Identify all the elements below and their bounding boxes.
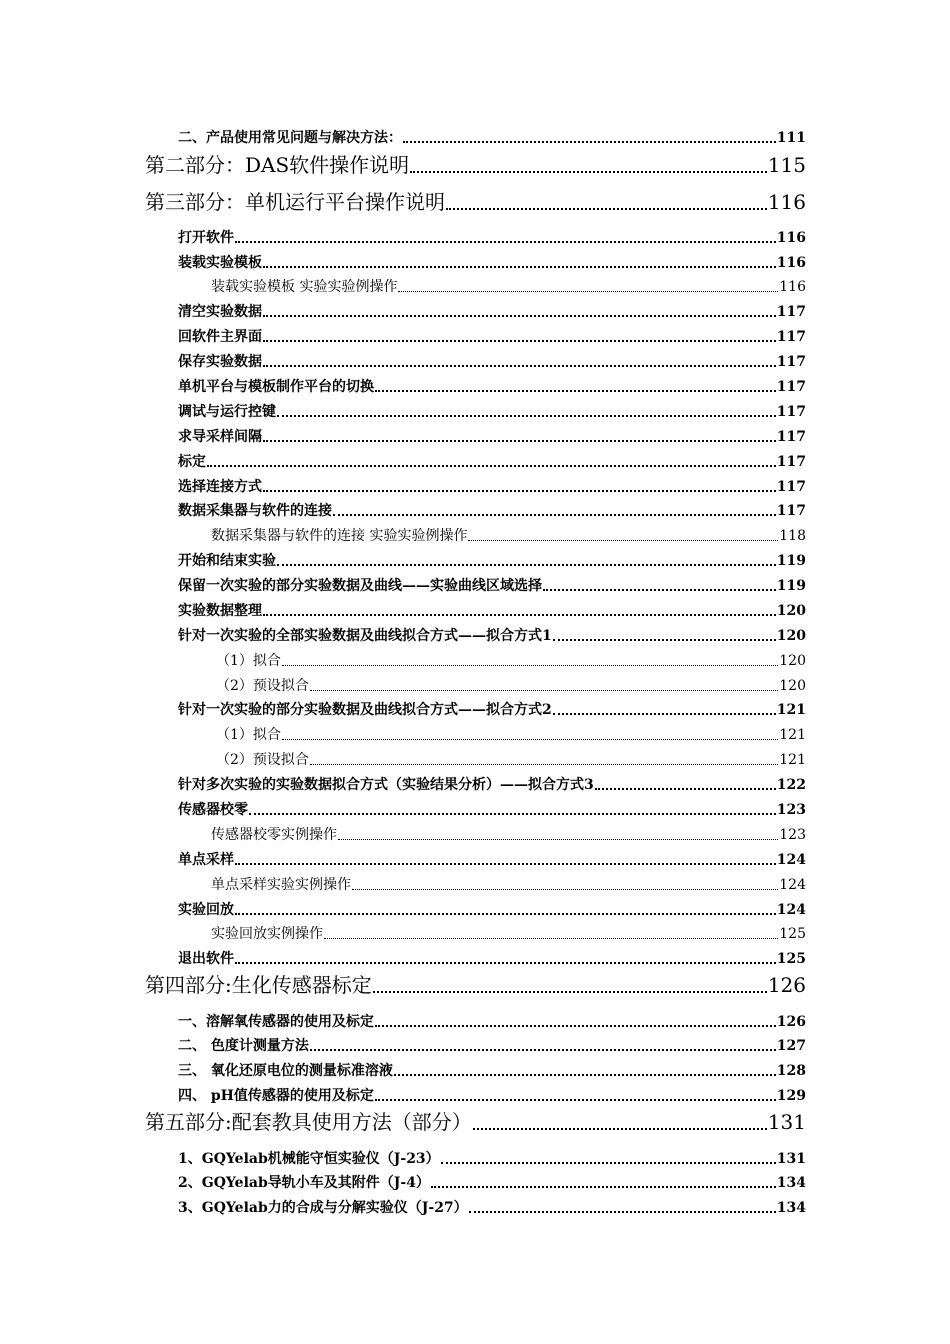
toc-entry-page: 117 [776, 479, 806, 495]
toc-leader [410, 171, 767, 173]
toc-entry-label: 第三部分：单机运行平台操作说明 [145, 190, 445, 214]
toc-entry[interactable] [178, 849, 806, 869]
toc-entry-label: 保留一次实验的部分实验数据及曲线——实验曲线区域选择 [178, 578, 542, 594]
toc-entry[interactable] [178, 1085, 806, 1105]
toc-entry-label: （1）拟合 [216, 727, 281, 743]
toc-entry-page: 117 [776, 354, 806, 370]
toc-entry-label: 单点采样实验实例操作 [211, 877, 351, 893]
toc-entry-label: 三、 氧化还原电位的测量标准溶液 [178, 1063, 393, 1079]
toc-entry[interactable] [178, 625, 806, 645]
toc-entry[interactable] [178, 799, 806, 819]
toc-entry-page: 117 [776, 404, 806, 420]
toc-entry-page: 131 [776, 1151, 806, 1167]
toc-entry[interactable] [178, 1060, 806, 1080]
toc-entry-page: 123 [779, 827, 806, 843]
toc-entry[interactable] [178, 451, 806, 471]
toc-leader [235, 962, 776, 964]
toc-entry-label: 开始和结束实验 [178, 553, 276, 569]
toc-entry-page: 124 [776, 852, 806, 868]
toc-entry-page: 119 [776, 553, 806, 569]
toc-entry-page: 118 [779, 528, 806, 544]
toc-entry[interactable] [178, 326, 806, 346]
toc-entry-page: 125 [779, 926, 806, 942]
toc-entry-page: 120 [776, 603, 806, 619]
toc-entry-page: 117 [776, 329, 806, 345]
toc-entry-page: 116 [779, 279, 806, 295]
toc-entry[interactable] [178, 1197, 806, 1217]
toc-leader [277, 415, 776, 417]
toc-entry-label: 标定 [178, 454, 206, 470]
toc-leader [263, 340, 776, 342]
toc-entry[interactable] [178, 227, 806, 247]
toc-leader [468, 540, 778, 541]
toc-entry-page: 121 [779, 727, 806, 743]
toc-entry[interactable] [178, 351, 806, 371]
toc-leader [469, 1211, 776, 1213]
toc-entry-label: 求导采样间隔 [178, 429, 262, 445]
toc-section-heading[interactable] [145, 1106, 806, 1135]
toc-entry[interactable] [178, 575, 806, 595]
toc-entry-label: 数据采集器与软件的连接 [178, 503, 332, 519]
toc-leader [375, 1025, 776, 1027]
toc-leader [375, 390, 776, 392]
toc-entry-label: （2）预设拟合 [216, 678, 309, 694]
toc-leader [352, 889, 778, 890]
toc-leader [263, 440, 776, 442]
toc-entry[interactable] [178, 699, 806, 719]
toc-leader [235, 863, 776, 865]
toc-entry-label: 针对多次实验的实验数据拟合方式（实验结果分析）——拟合方式3 [178, 777, 594, 793]
toc-entry-page: 134 [776, 1200, 806, 1216]
toc-subentry[interactable] [211, 874, 806, 894]
toc-entry-label: （1）拟合 [216, 653, 281, 669]
toc-entry-page: 116 [767, 190, 806, 214]
toc-entry-label: 四、 pH值传感器的使用及标定 [178, 1088, 374, 1104]
toc-entry-page: 117 [776, 429, 806, 445]
toc-entry[interactable] [178, 301, 806, 321]
toc-entry-page: 117 [776, 304, 806, 320]
toc-entry-page: 115 [767, 153, 806, 177]
toc-entry-label: 单点采样 [178, 852, 234, 868]
toc-subentry[interactable] [216, 650, 806, 670]
toc-entry-page: 123 [776, 802, 806, 818]
toc-leader [249, 813, 776, 815]
toc-entry-label: 针对一次实验的部分实验数据及曲线拟合方式——拟合方式2 [178, 702, 552, 718]
toc-entry-label: 2、GQYelab导轨小车及其附件（J-4） [178, 1175, 430, 1191]
toc-entry-label: 退出软件 [178, 951, 234, 967]
toc-leader [446, 208, 767, 210]
toc-entry-page: 116 [776, 255, 806, 271]
toc-entry-page: 117 [776, 503, 806, 519]
toc-entry-page: 124 [779, 877, 806, 893]
toc-leader [263, 614, 776, 616]
toc-entry-page: 128 [776, 1063, 806, 1079]
toc-leader [263, 490, 776, 492]
toc-entry-page: 111 [776, 130, 806, 146]
toc-entry-label: 装载实验模板 [178, 255, 262, 271]
toc-leader [441, 1162, 776, 1164]
toc-entry-page: 117 [776, 379, 806, 395]
toc-entry-label: 针对一次实验的全部实验数据及曲线拟合方式——拟合方式1 [178, 628, 552, 644]
toc-leader [338, 839, 778, 840]
toc-leader [263, 365, 776, 367]
toc-entry-label: 一、溶解氧传感器的使用及标定 [178, 1014, 374, 1030]
toc-entry-page: 129 [776, 1088, 806, 1104]
toc-entry-page: 116 [776, 230, 806, 246]
toc-subentry[interactable] [211, 525, 806, 545]
toc-entry-label: （2）预设拟合 [216, 752, 309, 768]
toc-entry-page: 124 [776, 902, 806, 918]
toc-entry[interactable] [178, 401, 806, 421]
toc-subentry[interactable] [216, 749, 806, 769]
toc-entry[interactable] [178, 252, 806, 272]
toc-entry-label: 二、产品使用常见问题与解决方法： [178, 130, 402, 146]
toc-leader [403, 141, 776, 143]
toc-entry[interactable] [178, 376, 806, 396]
toc-entry-label: 单机平台与模板制作平台的切换 [178, 379, 374, 395]
toc-leader [310, 764, 778, 765]
toc-entry[interactable] [178, 948, 806, 968]
toc-entry[interactable] [178, 774, 806, 794]
toc-subentry[interactable] [211, 824, 806, 844]
toc-entry-page: 121 [776, 702, 806, 718]
toc-leader [282, 739, 778, 740]
toc-entry[interactable] [178, 127, 806, 147]
toc-entry-page: 120 [779, 653, 806, 669]
toc-leader [263, 266, 776, 268]
toc-entry-label: 传感器校零实例操作 [211, 827, 337, 843]
toc-subentry[interactable] [211, 276, 806, 296]
toc-entry-label: 打开软件 [178, 230, 234, 246]
toc-entry[interactable] [178, 500, 806, 520]
toc-entry-page: 126 [776, 1014, 806, 1030]
toc-entry[interactable] [178, 899, 806, 919]
toc-entry-label: 传感器校零 [178, 802, 248, 818]
toc-entry[interactable] [178, 1172, 806, 1192]
toc-section-heading[interactable] [145, 186, 806, 215]
toc-leader [543, 589, 776, 591]
toc-entry[interactable] [178, 1035, 806, 1055]
toc-entry-label: 实验回放实例操作 [211, 926, 323, 942]
toc-entry-page: 122 [776, 777, 806, 793]
toc-entry-label: 保存实验数据 [178, 354, 262, 370]
toc-leader [553, 639, 776, 641]
toc-entry[interactable] [178, 426, 806, 446]
toc-section-heading[interactable] [145, 149, 806, 178]
toc-entry-label: 第五部分:配套教具使用方法（部分） [145, 1110, 472, 1134]
toc-leader [235, 241, 776, 243]
toc-entry-label: 调试与运行控键 [178, 404, 276, 420]
toc-entry[interactable] [178, 1148, 806, 1168]
toc-entry-page: 125 [776, 951, 806, 967]
toc-entry-label: 1、GQYelab机械能守恒实验仪（J-23） [178, 1151, 440, 1167]
toc-entry-page: 126 [767, 973, 806, 997]
toc-leader [473, 1128, 767, 1130]
toc-leader [431, 1186, 776, 1188]
toc-entry-label: 清空实验数据 [178, 304, 262, 320]
toc-subentry[interactable] [211, 923, 806, 943]
toc-entry-page: 120 [779, 678, 806, 694]
toc-entry-label: 数据采集器与软件的连接 实验实验例操作 [211, 528, 468, 544]
toc-leader [375, 1099, 776, 1101]
toc-subentry[interactable] [216, 675, 806, 695]
toc-entry-label: 实验数据整理 [178, 603, 262, 619]
toc-entry-page: 121 [779, 752, 806, 768]
toc-entry-label: 实验回放 [178, 902, 234, 918]
toc-entry-label: 二、 色度计测量方法 [178, 1038, 309, 1054]
toc-leader [235, 913, 776, 915]
toc-entry[interactable] [178, 476, 806, 496]
toc-leader [394, 1074, 776, 1076]
toc-entry-page: 134 [776, 1175, 806, 1191]
toc-leader [282, 665, 778, 666]
toc-entry-page: 131 [767, 1110, 806, 1134]
toc-leader [333, 514, 776, 516]
toc-leader [553, 713, 776, 715]
toc-entry-label: 装载实验模板 实验实验例操作 [211, 279, 398, 295]
toc-leader [398, 291, 778, 292]
toc-entry-label: 第二部分：DAS软件操作说明 [145, 153, 410, 177]
toc-leader [277, 564, 776, 566]
toc-leader [595, 788, 776, 790]
toc-entry-page: 117 [776, 454, 806, 470]
toc-leader [310, 690, 778, 691]
toc-entry[interactable] [178, 600, 806, 620]
toc-entry[interactable] [178, 550, 806, 570]
toc-leader [373, 991, 767, 993]
toc-entry-label: 第四部分:生化传感器标定 [145, 973, 372, 997]
toc-entry-page: 119 [776, 578, 806, 594]
toc-entry-label: 回软件主界面 [178, 329, 262, 345]
toc-leader [324, 938, 778, 939]
toc-entry-label: 3、GQYelab力的合成与分解实验仪（J-27） [178, 1200, 468, 1216]
toc-leader [207, 465, 776, 467]
toc-section-heading[interactable] [145, 969, 806, 998]
toc-leader [263, 315, 776, 317]
toc-subentry[interactable] [216, 724, 806, 744]
toc-entry-page: 120 [776, 628, 806, 644]
toc-entry-page: 127 [776, 1038, 806, 1054]
toc-leader [310, 1049, 776, 1051]
toc-entry[interactable] [178, 1011, 806, 1031]
toc-entry-label: 选择连接方式 [178, 479, 262, 495]
